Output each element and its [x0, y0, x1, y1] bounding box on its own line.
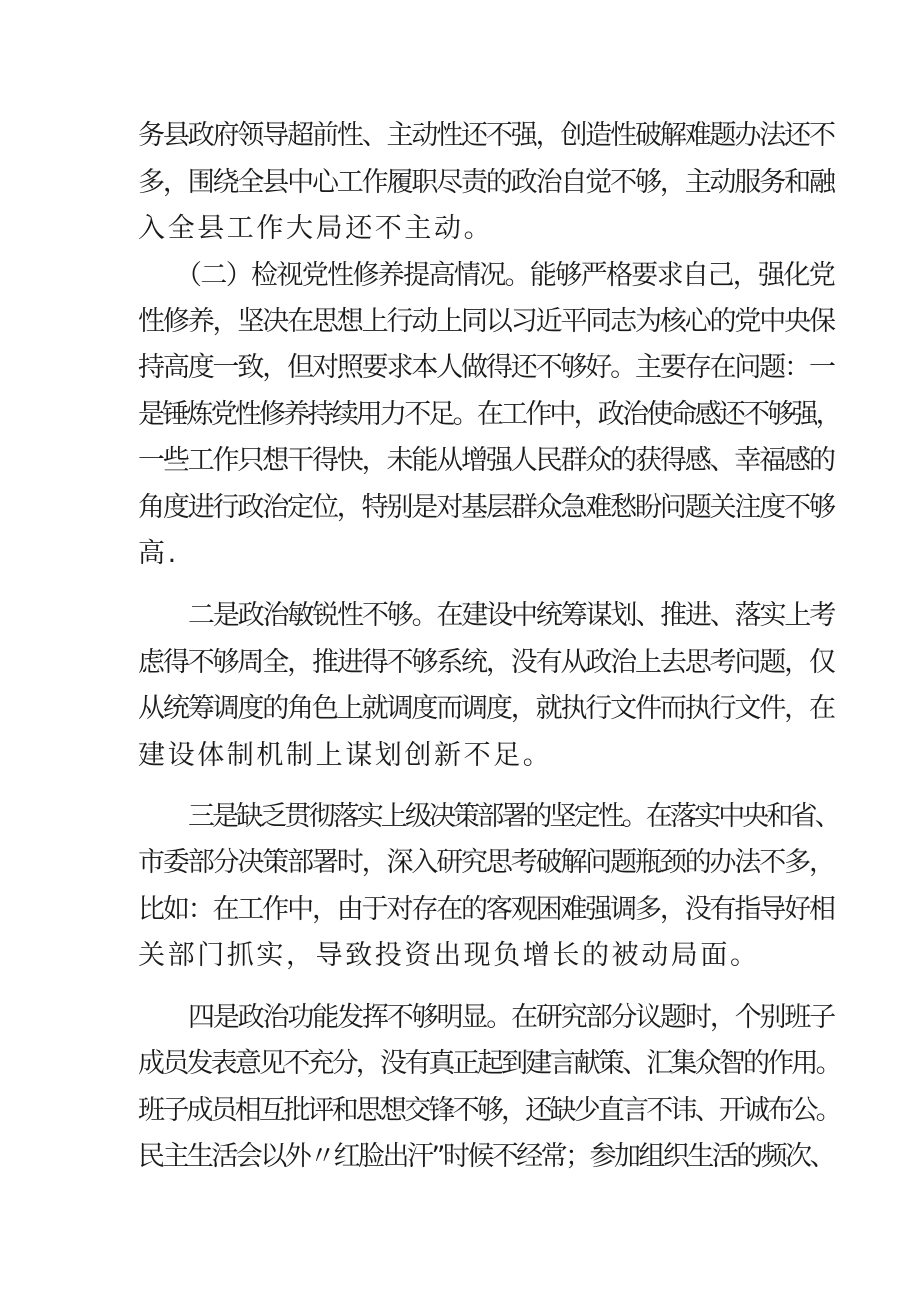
text-line: 比如：在工作中，由于对存在的客观困难强调多，没有指导好相 — [138, 894, 834, 925]
text-line: 虑得不够周全，推进得不够系统，没有从政治上去思考问题，仅 — [138, 647, 834, 678]
text-line: 建设体制机制上谋划创新不足。 — [138, 740, 553, 771]
text-line: 从统筹调度的角色上就调度而调度，就执行文件而执行文件，在 — [138, 693, 834, 724]
text-line: 多，围绕全县中心工作履职尽责的政治自觉不够，主动服务和融 — [138, 167, 834, 198]
text-line: 入全县工作大局还不主动。 — [138, 213, 494, 244]
text-line: 市委部分决策部署时，深入研究思考破解问题瓶颈的办法不多， — [138, 847, 834, 878]
text-line: 是锤炼党性修养持续用力不足。在工作中，政治使命感还不够强， — [138, 399, 840, 430]
paragraph-first-line: 四是政治功能发挥不够明显。在研究部分议题时，个别班子 — [188, 1002, 835, 1033]
text-line: 一些工作只想干得快，未能从增强人民群众的获得感、幸福感的 — [138, 445, 834, 476]
text-line: 持高度一致，但对照要求本人做得还不够好。主要存在问题：一 — [138, 352, 834, 383]
text-line: 成员发表意见不充分，没有真正起到建言献策、汇集众智的作用。 — [138, 1048, 840, 1079]
text-line: 民主生活会以外〃红脸出汗”时候不经常；参加组织生活的频次、 — [138, 1141, 835, 1172]
text-line: 关部门抓实，导致投资出现负增长的被动局面。 — [138, 940, 760, 971]
text-line: 班子成员相互批评和思想交锋不够，还缺少直言不讳、开诚布公。 — [138, 1095, 840, 1126]
paragraph-first-line: 三是缺乏贯彻落实上级决策部署的坚定性。在落实中央和省、 — [188, 801, 839, 832]
paragraph-heading-line: （二）检视党性修养提高情况。能够严格要求自己，强化党 — [175, 260, 835, 291]
text-line: 角度进行政治定位，特别是对基层群众急难愁盼问题关注度不够 — [138, 492, 834, 523]
text-line: 务县政府领导超前性、主动性还不强，创造性破解难题办法还不 — [138, 120, 834, 151]
text-line: 性修养，坚决在思想上行动上同以习近平同志为核心的党中央保 — [138, 306, 834, 337]
text-line: 高. — [138, 538, 179, 569]
paragraph-first-line: 二是政治敏锐性不够。在建设中统筹谋划、推进、落实上考 — [188, 600, 835, 631]
